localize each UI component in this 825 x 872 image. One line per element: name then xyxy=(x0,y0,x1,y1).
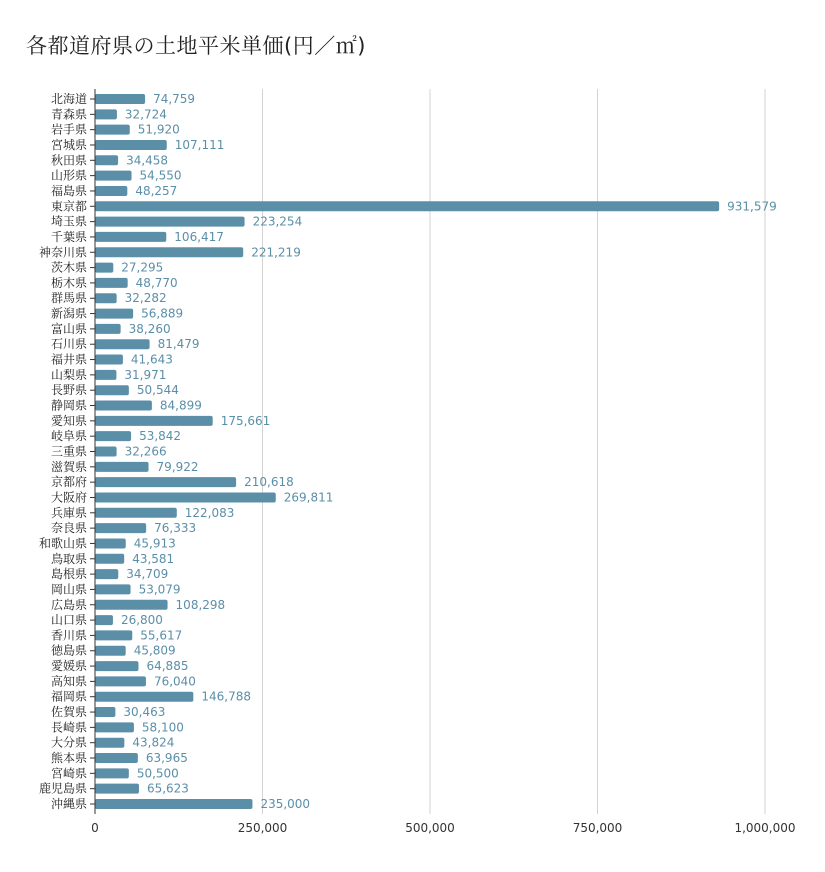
value-label: 32,282 xyxy=(124,291,167,306)
category-label: 鳥取県 xyxy=(50,551,87,566)
bar xyxy=(95,263,113,273)
value-label: 48,770 xyxy=(135,275,178,290)
value-label: 74,759 xyxy=(153,92,196,106)
category-label: 長崎県 xyxy=(50,720,87,735)
value-label: 31,971 xyxy=(124,367,167,382)
bar xyxy=(95,799,252,809)
category-label: 沖縄県 xyxy=(50,797,87,811)
bar xyxy=(95,94,145,104)
value-label: 221,219 xyxy=(251,245,301,260)
category-label: 石川県 xyxy=(50,337,87,352)
value-label: 26,800 xyxy=(120,613,163,628)
bar xyxy=(95,309,133,319)
value-label: 50,500 xyxy=(136,766,179,781)
bar xyxy=(95,201,719,211)
category-label: 山梨県 xyxy=(50,367,87,382)
value-label: 175,661 xyxy=(220,413,271,428)
bar xyxy=(95,232,166,242)
value-label: 63,965 xyxy=(145,751,188,766)
category-label: 滋賀県 xyxy=(50,459,87,474)
category-label: 和歌山県 xyxy=(38,536,87,551)
category-label: 京都府 xyxy=(50,475,87,490)
bar xyxy=(95,339,150,349)
value-label: 56,889 xyxy=(141,306,184,321)
bar xyxy=(95,278,128,288)
value-label: 65,623 xyxy=(146,781,189,796)
chart-title: 各都道府県の土地平米単価(円／㎡) xyxy=(26,34,366,58)
category-label: 秋田県 xyxy=(50,153,87,168)
value-label: 106,417 xyxy=(174,229,224,244)
category-label: 福岡県 xyxy=(50,689,87,704)
value-label: 108,298 xyxy=(175,597,226,612)
category-label: 宮城県 xyxy=(50,137,87,152)
value-label: 122,083 xyxy=(184,505,235,520)
bar xyxy=(95,186,127,196)
bar xyxy=(95,109,117,119)
x-tick-label: 0 xyxy=(91,821,99,835)
value-label: 38,260 xyxy=(128,321,171,336)
value-label: 32,724 xyxy=(124,107,167,122)
category-label: 鹿児島県 xyxy=(38,781,87,796)
value-label: 30,463 xyxy=(123,705,166,720)
bar xyxy=(95,370,116,380)
category-label: 東京都 xyxy=(50,199,87,214)
category-label: 新潟県 xyxy=(50,306,87,321)
category-label: 広島県 xyxy=(50,597,87,612)
bar xyxy=(95,416,213,426)
value-label: 223,254 xyxy=(252,214,303,229)
x-tick-label: 750,000 xyxy=(572,821,623,835)
bar xyxy=(95,692,193,702)
category-label: 静岡県 xyxy=(50,398,87,413)
bar xyxy=(95,707,115,717)
bar xyxy=(95,155,118,165)
bar xyxy=(95,630,132,640)
category-label: 大阪府 xyxy=(50,490,87,505)
bar xyxy=(95,125,130,135)
category-label: 宮崎県 xyxy=(50,766,87,781)
category-label: 長野県 xyxy=(50,383,87,398)
value-label: 107,111 xyxy=(174,137,225,152)
value-label: 34,709 xyxy=(126,567,169,582)
bar xyxy=(95,753,138,763)
category-label: 栃木県 xyxy=(50,275,87,290)
bar xyxy=(95,523,146,533)
category-label: 群馬県 xyxy=(50,291,87,306)
bar xyxy=(95,171,132,181)
value-label: 53,079 xyxy=(138,582,181,597)
value-label: 931,579 xyxy=(727,199,777,214)
bar xyxy=(95,217,245,227)
value-label: 76,040 xyxy=(153,674,196,689)
category-label: 山形県 xyxy=(50,168,87,183)
x-tick-label: 250,000 xyxy=(237,821,288,835)
bar xyxy=(95,738,124,748)
category-label: 愛媛県 xyxy=(50,659,87,674)
value-label: 45,809 xyxy=(133,643,176,658)
bar xyxy=(95,293,117,303)
category-label: 愛知県 xyxy=(50,413,87,428)
value-label: 55,617 xyxy=(140,628,183,643)
bar xyxy=(95,584,131,594)
value-label: 43,581 xyxy=(132,551,175,566)
category-label: 青森県 xyxy=(50,107,87,122)
category-label: 島根県 xyxy=(50,567,87,582)
value-label: 51,920 xyxy=(137,122,180,137)
value-label: 50,544 xyxy=(136,383,179,398)
bar xyxy=(95,462,149,472)
category-label: 埼玉県 xyxy=(50,214,87,229)
bar xyxy=(95,615,113,625)
bar xyxy=(95,676,146,686)
category-label: 兵庫県 xyxy=(50,505,87,520)
value-label: 54,550 xyxy=(139,168,182,183)
bar xyxy=(95,661,138,671)
value-label: 269,811 xyxy=(283,490,334,505)
category-label: 岡山県 xyxy=(50,582,87,597)
category-label: 高知県 xyxy=(50,674,87,689)
bar xyxy=(95,538,126,548)
value-label: 210,618 xyxy=(244,475,294,490)
value-label: 48,257 xyxy=(135,183,178,198)
category-label: 徳島県 xyxy=(50,643,87,658)
category-label: 千葉県 xyxy=(50,229,87,244)
category-label: 岩手県 xyxy=(50,122,87,137)
value-label: 41,643 xyxy=(130,352,173,367)
category-label: 岐阜県 xyxy=(50,429,87,444)
bar xyxy=(95,247,243,257)
bar xyxy=(95,431,131,441)
bar xyxy=(95,569,118,579)
grid-lines xyxy=(263,89,766,814)
value-label: 45,913 xyxy=(133,536,176,551)
category-label: 三重県 xyxy=(50,444,87,459)
category-label: 福島県 xyxy=(50,183,87,198)
x-tick-label: 500,000 xyxy=(405,821,455,835)
value-label: 84,899 xyxy=(159,398,202,413)
bar xyxy=(95,355,123,365)
category-label: 熊本県 xyxy=(50,751,87,766)
bar xyxy=(95,600,168,610)
bar xyxy=(95,401,152,411)
value-label: 32,266 xyxy=(124,444,167,459)
bar xyxy=(95,768,129,778)
value-label: 43,824 xyxy=(132,735,175,750)
category-label: 山口県 xyxy=(50,613,87,628)
bar xyxy=(95,492,276,502)
bar xyxy=(95,722,134,732)
bar xyxy=(95,324,121,334)
x-tick-label: 1,000,000 xyxy=(734,821,796,835)
category-label: 大分県 xyxy=(50,735,87,750)
bars xyxy=(95,92,777,811)
bar xyxy=(95,140,167,150)
x-axis-ticks xyxy=(91,821,795,835)
value-label: 235,000 xyxy=(260,797,311,811)
bar xyxy=(95,385,129,395)
bar xyxy=(95,784,139,794)
value-label: 81,479 xyxy=(157,337,200,352)
bar xyxy=(95,508,177,518)
category-label: 奈良県 xyxy=(50,521,87,536)
value-label: 76,333 xyxy=(154,521,197,536)
category-label: 北海道 xyxy=(50,92,87,106)
value-label: 34,458 xyxy=(126,153,169,168)
category-label: 香川県 xyxy=(50,628,87,643)
category-label: 神奈川県 xyxy=(38,245,87,260)
bar xyxy=(95,554,124,564)
category-axis xyxy=(39,89,95,814)
value-label: 53,842 xyxy=(139,429,182,444)
category-label: 佐賀県 xyxy=(50,705,87,720)
value-label: 146,788 xyxy=(201,689,251,704)
bar xyxy=(95,447,117,457)
category-label: 茨木県 xyxy=(50,260,87,275)
category-label: 福井県 xyxy=(50,352,87,367)
value-label: 64,885 xyxy=(146,659,189,674)
value-label: 58,100 xyxy=(141,720,184,735)
value-label: 27,295 xyxy=(121,260,164,275)
value-label: 79,922 xyxy=(156,459,199,474)
category-label: 富山県 xyxy=(50,321,87,336)
bar xyxy=(95,477,236,487)
bar xyxy=(95,646,126,656)
